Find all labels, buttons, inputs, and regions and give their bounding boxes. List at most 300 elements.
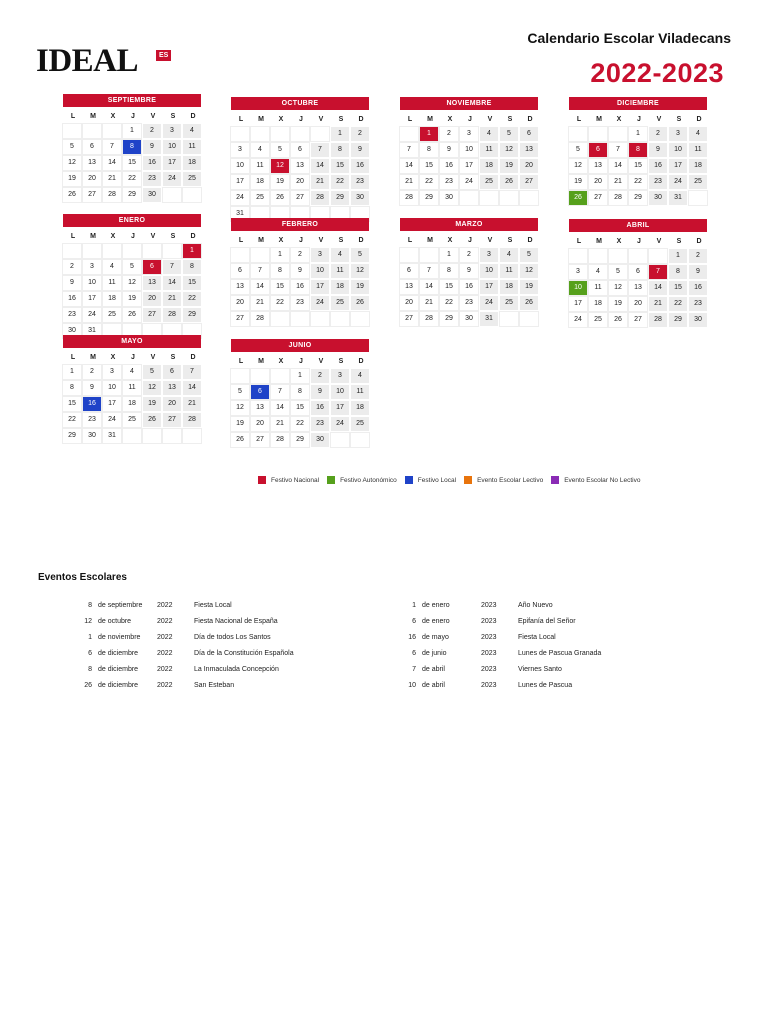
day-cell[interactable]: 9 bbox=[63, 276, 81, 290]
day-cell[interactable]: 11 bbox=[251, 159, 269, 173]
day-cell[interactable]: 10 bbox=[669, 143, 687, 157]
day-cell[interactable]: 27 bbox=[629, 313, 647, 327]
day-cell[interactable]: 15 bbox=[420, 159, 438, 173]
day-cell[interactable]: 13 bbox=[520, 143, 538, 157]
day-cell[interactable]: 13 bbox=[291, 159, 309, 173]
day-cell[interactable]: 20 bbox=[400, 296, 418, 310]
day-cell[interactable]: 5 bbox=[351, 248, 369, 262]
day-cell[interactable]: 25 bbox=[123, 413, 141, 427]
day-cell[interactable]: 10 bbox=[163, 140, 181, 154]
day-cell[interactable]: 3 bbox=[231, 143, 249, 157]
day-cell[interactable]: 19 bbox=[123, 292, 141, 306]
day-cell[interactable]: 9 bbox=[689, 265, 707, 279]
day-cell[interactable]: 21 bbox=[649, 297, 667, 311]
day-cell[interactable]: 31 bbox=[231, 207, 249, 221]
day-cell[interactable]: 9 bbox=[83, 381, 101, 395]
day-cell[interactable]: 18 bbox=[689, 159, 707, 173]
day-cell[interactable]: 4 bbox=[500, 248, 518, 262]
day-cell[interactable]: 4 bbox=[183, 124, 201, 138]
day-cell[interactable]: 23 bbox=[291, 296, 309, 310]
day-cell[interactable]: 29 bbox=[291, 433, 309, 447]
day-cell[interactable]: 4 bbox=[589, 265, 607, 279]
day-cell[interactable]: 15 bbox=[331, 159, 349, 173]
day-cell[interactable]: 8 bbox=[669, 265, 687, 279]
day-cell[interactable]: 24 bbox=[460, 175, 478, 189]
day-cell[interactable]: 2 bbox=[460, 248, 478, 262]
day-cell[interactable]: 9 bbox=[143, 140, 161, 154]
day-cell[interactable]: 24 bbox=[311, 296, 329, 310]
day-cell[interactable]: 7 bbox=[251, 264, 269, 278]
day-cell[interactable]: 23 bbox=[649, 175, 667, 189]
day-cell[interactable]: 10 bbox=[231, 159, 249, 173]
day-cell[interactable]: 28 bbox=[163, 308, 181, 322]
day-cell[interactable]: 31 bbox=[480, 312, 498, 326]
day-cell[interactable]: 29 bbox=[440, 312, 458, 326]
day-cell[interactable]: 23 bbox=[63, 308, 81, 322]
day-cell[interactable]: 6 bbox=[589, 143, 607, 157]
day-cell[interactable]: 11 bbox=[351, 385, 369, 399]
day-cell[interactable]: 12 bbox=[351, 264, 369, 278]
day-cell[interactable]: 25 bbox=[183, 172, 201, 186]
day-cell[interactable]: 28 bbox=[251, 312, 269, 326]
day-cell[interactable]: 6 bbox=[143, 260, 161, 274]
day-cell[interactable]: 20 bbox=[143, 292, 161, 306]
day-cell[interactable]: 3 bbox=[103, 365, 121, 379]
day-cell[interactable]: 5 bbox=[63, 140, 81, 154]
day-cell[interactable]: 8 bbox=[331, 143, 349, 157]
day-cell[interactable]: 12 bbox=[520, 264, 538, 278]
day-cell[interactable]: 15 bbox=[291, 401, 309, 415]
day-cell[interactable]: 5 bbox=[500, 127, 518, 141]
day-cell[interactable]: 19 bbox=[231, 417, 249, 431]
day-cell[interactable]: 23 bbox=[351, 175, 369, 189]
day-cell[interactable]: 28 bbox=[183, 413, 201, 427]
day-cell[interactable]: 8 bbox=[271, 264, 289, 278]
day-cell[interactable]: 1 bbox=[629, 127, 647, 141]
day-cell[interactable]: 26 bbox=[143, 413, 161, 427]
day-cell[interactable]: 17 bbox=[163, 156, 181, 170]
day-cell[interactable]: 5 bbox=[143, 365, 161, 379]
day-cell[interactable]: 3 bbox=[480, 248, 498, 262]
day-cell[interactable]: 10 bbox=[480, 264, 498, 278]
day-cell[interactable]: 30 bbox=[83, 429, 101, 443]
day-cell[interactable]: 16 bbox=[63, 292, 81, 306]
day-cell[interactable]: 23 bbox=[311, 417, 329, 431]
day-cell[interactable]: 29 bbox=[629, 191, 647, 205]
day-cell[interactable]: 22 bbox=[63, 413, 81, 427]
day-cell[interactable]: 15 bbox=[629, 159, 647, 173]
day-cell[interactable]: 6 bbox=[83, 140, 101, 154]
day-cell[interactable]: 7 bbox=[649, 265, 667, 279]
day-cell[interactable]: 3 bbox=[460, 127, 478, 141]
day-cell[interactable]: 23 bbox=[83, 413, 101, 427]
day-cell[interactable]: 22 bbox=[331, 175, 349, 189]
day-cell[interactable]: 7 bbox=[420, 264, 438, 278]
day-cell[interactable]: 8 bbox=[440, 264, 458, 278]
day-cell[interactable]: 2 bbox=[351, 127, 369, 141]
day-cell[interactable]: 24 bbox=[331, 417, 349, 431]
day-cell[interactable]: 13 bbox=[589, 159, 607, 173]
day-cell[interactable]: 24 bbox=[231, 191, 249, 205]
day-cell[interactable]: 28 bbox=[103, 188, 121, 202]
day-cell[interactable]: 22 bbox=[183, 292, 201, 306]
day-cell[interactable]: 21 bbox=[163, 292, 181, 306]
day-cell[interactable]: 21 bbox=[420, 296, 438, 310]
day-cell[interactable]: 13 bbox=[83, 156, 101, 170]
day-cell[interactable]: 11 bbox=[123, 381, 141, 395]
day-cell[interactable]: 30 bbox=[689, 313, 707, 327]
day-cell[interactable]: 9 bbox=[440, 143, 458, 157]
day-cell[interactable]: 22 bbox=[291, 417, 309, 431]
day-cell[interactable]: 6 bbox=[629, 265, 647, 279]
day-cell[interactable]: 27 bbox=[520, 175, 538, 189]
day-cell[interactable]: 30 bbox=[143, 188, 161, 202]
day-cell[interactable]: 4 bbox=[689, 127, 707, 141]
day-cell[interactable]: 15 bbox=[271, 280, 289, 294]
day-cell[interactable]: 11 bbox=[183, 140, 201, 154]
day-cell[interactable]: 13 bbox=[629, 281, 647, 295]
day-cell[interactable]: 27 bbox=[291, 191, 309, 205]
day-cell[interactable]: 25 bbox=[589, 313, 607, 327]
day-cell[interactable]: 2 bbox=[63, 260, 81, 274]
day-cell[interactable]: 27 bbox=[589, 191, 607, 205]
day-cell[interactable]: 11 bbox=[103, 276, 121, 290]
day-cell[interactable]: 23 bbox=[143, 172, 161, 186]
day-cell[interactable]: 4 bbox=[123, 365, 141, 379]
day-cell[interactable]: 1 bbox=[271, 248, 289, 262]
day-cell[interactable]: 1 bbox=[291, 369, 309, 383]
day-cell[interactable]: 19 bbox=[143, 397, 161, 411]
day-cell[interactable]: 18 bbox=[589, 297, 607, 311]
day-cell[interactable]: 23 bbox=[460, 296, 478, 310]
day-cell[interactable]: 23 bbox=[689, 297, 707, 311]
day-cell[interactable]: 2 bbox=[291, 248, 309, 262]
day-cell[interactable]: 6 bbox=[400, 264, 418, 278]
day-cell[interactable]: 10 bbox=[83, 276, 101, 290]
day-cell[interactable]: 25 bbox=[103, 308, 121, 322]
day-cell[interactable]: 10 bbox=[331, 385, 349, 399]
day-cell[interactable]: 20 bbox=[231, 296, 249, 310]
day-cell[interactable]: 17 bbox=[331, 401, 349, 415]
day-cell[interactable]: 26 bbox=[609, 313, 627, 327]
day-cell[interactable]: 22 bbox=[123, 172, 141, 186]
day-cell[interactable]: 16 bbox=[351, 159, 369, 173]
day-cell[interactable]: 22 bbox=[629, 175, 647, 189]
day-cell[interactable]: 24 bbox=[83, 308, 101, 322]
day-cell[interactable]: 14 bbox=[251, 280, 269, 294]
day-cell[interactable]: 10 bbox=[103, 381, 121, 395]
day-cell[interactable]: 31 bbox=[669, 191, 687, 205]
day-cell[interactable]: 30 bbox=[351, 191, 369, 205]
day-cell[interactable]: 12 bbox=[123, 276, 141, 290]
day-cell[interactable]: 4 bbox=[351, 369, 369, 383]
day-cell[interactable]: 2 bbox=[649, 127, 667, 141]
day-cell[interactable]: 1 bbox=[331, 127, 349, 141]
day-cell[interactable]: 26 bbox=[520, 296, 538, 310]
day-cell[interactable]: 10 bbox=[311, 264, 329, 278]
day-cell[interactable]: 11 bbox=[589, 281, 607, 295]
day-cell[interactable]: 28 bbox=[609, 191, 627, 205]
day-cell[interactable]: 13 bbox=[163, 381, 181, 395]
day-cell[interactable]: 27 bbox=[83, 188, 101, 202]
day-cell[interactable]: 26 bbox=[123, 308, 141, 322]
day-cell[interactable]: 3 bbox=[83, 260, 101, 274]
day-cell[interactable]: 5 bbox=[569, 143, 587, 157]
day-cell[interactable]: 20 bbox=[589, 175, 607, 189]
day-cell[interactable]: 9 bbox=[649, 143, 667, 157]
day-cell[interactable]: 1 bbox=[420, 127, 438, 141]
day-cell[interactable]: 20 bbox=[251, 417, 269, 431]
day-cell[interactable]: 6 bbox=[163, 365, 181, 379]
day-cell[interactable]: 2 bbox=[689, 249, 707, 263]
day-cell[interactable]: 13 bbox=[143, 276, 161, 290]
day-cell[interactable]: 19 bbox=[609, 297, 627, 311]
day-cell[interactable]: 21 bbox=[103, 172, 121, 186]
day-cell[interactable]: 12 bbox=[500, 143, 518, 157]
day-cell[interactable]: 21 bbox=[400, 175, 418, 189]
day-cell[interactable]: 24 bbox=[103, 413, 121, 427]
day-cell[interactable]: 13 bbox=[231, 280, 249, 294]
day-cell[interactable]: 29 bbox=[63, 429, 81, 443]
day-cell[interactable]: 25 bbox=[689, 175, 707, 189]
day-cell[interactable]: 18 bbox=[500, 280, 518, 294]
day-cell[interactable]: 14 bbox=[183, 381, 201, 395]
day-cell[interactable]: 2 bbox=[83, 365, 101, 379]
day-cell[interactable]: 9 bbox=[460, 264, 478, 278]
day-cell[interactable]: 16 bbox=[440, 159, 458, 173]
day-cell[interactable]: 15 bbox=[440, 280, 458, 294]
day-cell[interactable]: 31 bbox=[103, 429, 121, 443]
day-cell[interactable]: 12 bbox=[609, 281, 627, 295]
day-cell[interactable]: 19 bbox=[351, 280, 369, 294]
day-cell[interactable]: 25 bbox=[480, 175, 498, 189]
day-cell[interactable]: 28 bbox=[271, 433, 289, 447]
day-cell[interactable]: 4 bbox=[480, 127, 498, 141]
day-cell[interactable]: 18 bbox=[103, 292, 121, 306]
day-cell[interactable]: 24 bbox=[669, 175, 687, 189]
ideal-logo[interactable] bbox=[36, 43, 169, 79]
day-cell[interactable]: 3 bbox=[331, 369, 349, 383]
day-cell[interactable]: 26 bbox=[500, 175, 518, 189]
day-cell[interactable]: 8 bbox=[183, 260, 201, 274]
day-cell[interactable]: 2 bbox=[311, 369, 329, 383]
day-cell[interactable]: 28 bbox=[400, 191, 418, 205]
day-cell[interactable]: 20 bbox=[291, 175, 309, 189]
day-cell[interactable]: 27 bbox=[251, 433, 269, 447]
day-cell[interactable]: 26 bbox=[63, 188, 81, 202]
day-cell[interactable]: 16 bbox=[291, 280, 309, 294]
day-cell[interactable]: 7 bbox=[183, 365, 201, 379]
day-cell[interactable]: 7 bbox=[400, 143, 418, 157]
day-cell[interactable]: 17 bbox=[231, 175, 249, 189]
day-cell[interactable]: 17 bbox=[83, 292, 101, 306]
day-cell[interactable]: 27 bbox=[231, 312, 249, 326]
day-cell[interactable]: 27 bbox=[400, 312, 418, 326]
day-cell[interactable]: 16 bbox=[689, 281, 707, 295]
day-cell[interactable]: 16 bbox=[311, 401, 329, 415]
day-cell[interactable]: 19 bbox=[500, 159, 518, 173]
day-cell[interactable]: 19 bbox=[63, 172, 81, 186]
day-cell[interactable]: 14 bbox=[649, 281, 667, 295]
day-cell[interactable]: 14 bbox=[311, 159, 329, 173]
day-cell[interactable]: 6 bbox=[251, 385, 269, 399]
day-cell[interactable]: 14 bbox=[103, 156, 121, 170]
day-cell[interactable]: 9 bbox=[351, 143, 369, 157]
day-cell[interactable]: 18 bbox=[183, 156, 201, 170]
day-cell[interactable]: 20 bbox=[520, 159, 538, 173]
day-cell[interactable]: 22 bbox=[271, 296, 289, 310]
day-cell[interactable]: 21 bbox=[311, 175, 329, 189]
day-cell[interactable]: 15 bbox=[63, 397, 81, 411]
day-cell[interactable]: 26 bbox=[351, 296, 369, 310]
day-cell[interactable]: 26 bbox=[569, 191, 587, 205]
day-cell[interactable]: 7 bbox=[609, 143, 627, 157]
day-cell[interactable]: 17 bbox=[480, 280, 498, 294]
day-cell[interactable]: 15 bbox=[669, 281, 687, 295]
day-cell[interactable]: 12 bbox=[143, 381, 161, 395]
day-cell[interactable]: 12 bbox=[271, 159, 289, 173]
day-cell[interactable]: 13 bbox=[251, 401, 269, 415]
day-cell[interactable]: 14 bbox=[163, 276, 181, 290]
day-cell[interactable]: 25 bbox=[500, 296, 518, 310]
day-cell[interactable]: 18 bbox=[351, 401, 369, 415]
day-cell[interactable]: 19 bbox=[520, 280, 538, 294]
day-cell[interactable]: 11 bbox=[480, 143, 498, 157]
day-cell[interactable]: 4 bbox=[331, 248, 349, 262]
day-cell[interactable]: 18 bbox=[251, 175, 269, 189]
day-cell[interactable]: 20 bbox=[83, 172, 101, 186]
day-cell[interactable]: 22 bbox=[440, 296, 458, 310]
day-cell[interactable]: 1 bbox=[63, 365, 81, 379]
day-cell[interactable]: 29 bbox=[183, 308, 201, 322]
day-cell[interactable]: 9 bbox=[291, 264, 309, 278]
day-cell[interactable]: 24 bbox=[569, 313, 587, 327]
day-cell[interactable]: 17 bbox=[311, 280, 329, 294]
day-cell[interactable]: 30 bbox=[311, 433, 329, 447]
day-cell[interactable]: 28 bbox=[311, 191, 329, 205]
day-cell[interactable]: 21 bbox=[183, 397, 201, 411]
day-cell[interactable]: 31 bbox=[83, 324, 101, 338]
day-cell[interactable]: 21 bbox=[251, 296, 269, 310]
day-cell[interactable]: 28 bbox=[420, 312, 438, 326]
day-cell[interactable]: 20 bbox=[163, 397, 181, 411]
day-cell[interactable]: 10 bbox=[569, 281, 587, 295]
day-cell[interactable]: 17 bbox=[103, 397, 121, 411]
day-cell[interactable]: 29 bbox=[420, 191, 438, 205]
day-cell[interactable]: 10 bbox=[460, 143, 478, 157]
day-cell[interactable]: 28 bbox=[649, 313, 667, 327]
day-cell[interactable]: 24 bbox=[163, 172, 181, 186]
day-cell[interactable]: 22 bbox=[420, 175, 438, 189]
day-cell[interactable]: 6 bbox=[520, 127, 538, 141]
day-cell[interactable]: 17 bbox=[569, 297, 587, 311]
day-cell[interactable]: 29 bbox=[123, 188, 141, 202]
day-cell[interactable]: 11 bbox=[689, 143, 707, 157]
day-cell[interactable]: 5 bbox=[231, 385, 249, 399]
day-cell[interactable]: 14 bbox=[420, 280, 438, 294]
day-cell[interactable]: 15 bbox=[123, 156, 141, 170]
day-cell[interactable]: 4 bbox=[103, 260, 121, 274]
day-cell[interactable]: 12 bbox=[63, 156, 81, 170]
day-cell[interactable]: 17 bbox=[669, 159, 687, 173]
day-cell[interactable]: 18 bbox=[123, 397, 141, 411]
day-cell[interactable]: 25 bbox=[331, 296, 349, 310]
day-cell[interactable]: 29 bbox=[331, 191, 349, 205]
day-cell[interactable]: 30 bbox=[63, 324, 81, 338]
day-cell[interactable]: 4 bbox=[251, 143, 269, 157]
day-cell[interactable]: 16 bbox=[143, 156, 161, 170]
day-cell[interactable]: 3 bbox=[669, 127, 687, 141]
day-cell[interactable]: 24 bbox=[480, 296, 498, 310]
day-cell[interactable]: 23 bbox=[440, 175, 458, 189]
day-cell[interactable]: 7 bbox=[271, 385, 289, 399]
day-cell[interactable]: 1 bbox=[183, 244, 201, 258]
day-cell[interactable]: 27 bbox=[163, 413, 181, 427]
day-cell[interactable]: 17 bbox=[460, 159, 478, 173]
day-cell[interactable]: 15 bbox=[183, 276, 201, 290]
day-cell[interactable]: 9 bbox=[311, 385, 329, 399]
day-cell[interactable]: 30 bbox=[649, 191, 667, 205]
day-cell[interactable]: 14 bbox=[271, 401, 289, 415]
day-cell[interactable]: 19 bbox=[569, 175, 587, 189]
day-cell[interactable]: 25 bbox=[251, 191, 269, 205]
day-cell[interactable]: 8 bbox=[123, 140, 141, 154]
day-cell[interactable]: 5 bbox=[520, 248, 538, 262]
day-cell[interactable]: 25 bbox=[351, 417, 369, 431]
day-cell[interactable]: 30 bbox=[460, 312, 478, 326]
day-cell[interactable]: 26 bbox=[231, 433, 249, 447]
day-cell[interactable]: 1 bbox=[669, 249, 687, 263]
day-cell[interactable]: 6 bbox=[291, 143, 309, 157]
day-cell[interactable]: 7 bbox=[163, 260, 181, 274]
day-cell[interactable]: 21 bbox=[271, 417, 289, 431]
day-cell[interactable]: 2 bbox=[440, 127, 458, 141]
day-cell[interactable]: 8 bbox=[291, 385, 309, 399]
day-cell[interactable]: 3 bbox=[569, 265, 587, 279]
day-cell[interactable]: 8 bbox=[420, 143, 438, 157]
day-cell[interactable]: 8 bbox=[629, 143, 647, 157]
day-cell[interactable]: 12 bbox=[569, 159, 587, 173]
day-cell[interactable]: 27 bbox=[143, 308, 161, 322]
day-cell[interactable]: 1 bbox=[123, 124, 141, 138]
day-cell[interactable]: 14 bbox=[400, 159, 418, 173]
day-cell[interactable]: 14 bbox=[609, 159, 627, 173]
day-cell[interactable]: 30 bbox=[440, 191, 458, 205]
day-cell[interactable]: 5 bbox=[271, 143, 289, 157]
day-cell[interactable]: 26 bbox=[271, 191, 289, 205]
day-cell[interactable]: 18 bbox=[480, 159, 498, 173]
day-cell[interactable]: 1 bbox=[440, 248, 458, 262]
day-cell[interactable]: 13 bbox=[400, 280, 418, 294]
day-cell[interactable]: 12 bbox=[231, 401, 249, 415]
day-cell[interactable]: 8 bbox=[63, 381, 81, 395]
day-cell[interactable]: 11 bbox=[500, 264, 518, 278]
day-cell[interactable]: 3 bbox=[311, 248, 329, 262]
day-cell[interactable]: 3 bbox=[163, 124, 181, 138]
day-cell[interactable]: 19 bbox=[271, 175, 289, 189]
day-cell[interactable]: 7 bbox=[311, 143, 329, 157]
day-cell[interactable]: 2 bbox=[143, 124, 161, 138]
day-cell[interactable]: 18 bbox=[331, 280, 349, 294]
day-cell[interactable]: 5 bbox=[123, 260, 141, 274]
day-cell[interactable]: 29 bbox=[669, 313, 687, 327]
day-cell[interactable]: 16 bbox=[649, 159, 667, 173]
day-cell[interactable]: 5 bbox=[609, 265, 627, 279]
day-cell[interactable]: 20 bbox=[629, 297, 647, 311]
day-cell[interactable]: 21 bbox=[609, 175, 627, 189]
day-cell[interactable]: 22 bbox=[669, 297, 687, 311]
day-cell[interactable]: 7 bbox=[103, 140, 121, 154]
